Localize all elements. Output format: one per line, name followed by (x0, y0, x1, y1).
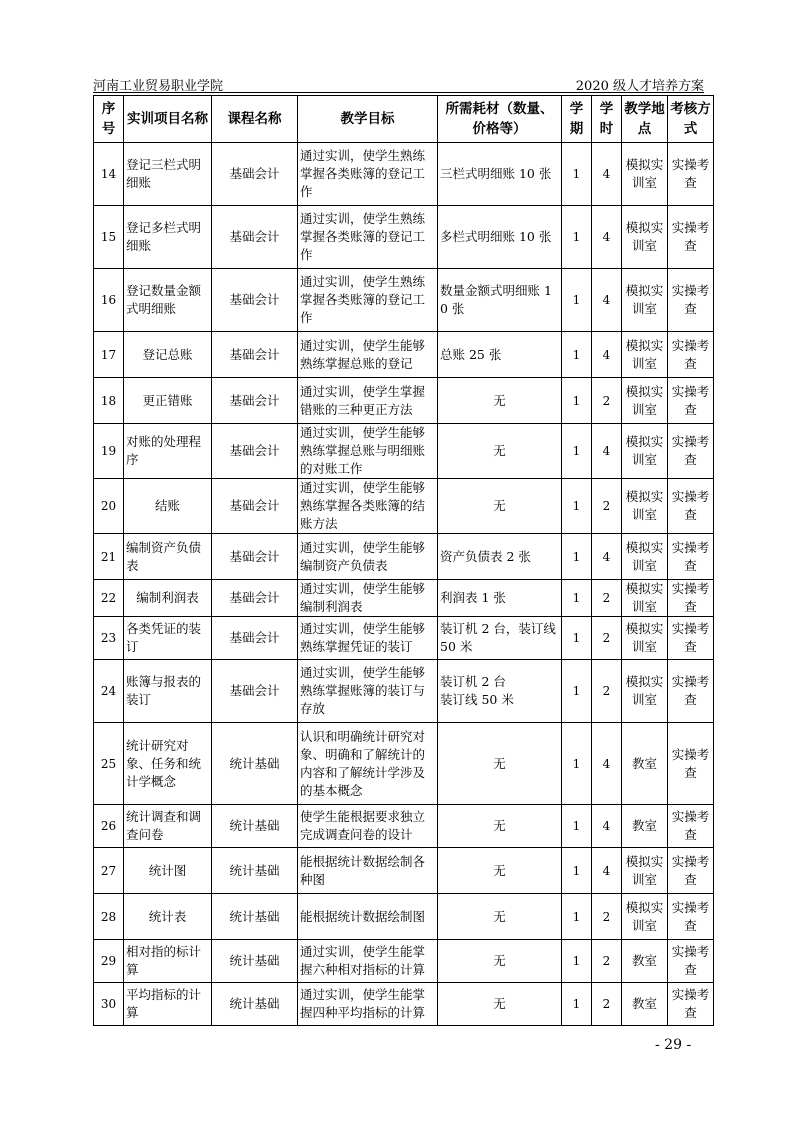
cell-seq: 17 (94, 332, 124, 378)
cell-place: 模拟实训室 (622, 332, 668, 378)
cell-hours: 4 (592, 848, 622, 894)
header-rule (93, 92, 704, 93)
table-row (94, 479, 714, 534)
cell-materials: 多栏式明细账 10 张 (438, 206, 562, 269)
cell-place: 模拟实训室 (622, 534, 668, 580)
cell-goal: 能根据统计数据绘制图 (298, 894, 438, 940)
table-row (94, 723, 714, 805)
cell-exam: 实操考查 (668, 143, 714, 206)
cell-term: 1 (562, 983, 592, 1026)
cell-seq: 23 (94, 617, 124, 660)
cell-exam: 实操考查 (668, 940, 714, 983)
cell-goal: 通过实训，使学生能够熟练掌握各类账簿的结账方法 (298, 479, 438, 534)
cell-place: 模拟实训室 (622, 378, 668, 424)
cell-term: 1 (562, 534, 592, 580)
cell-goal: 通过实训，使学生能够编制资产负债表 (298, 534, 438, 580)
cell-goal: 认识和明确统计研究对象、明确和了解统计的内容和了解统计学涉及的基本概念 (298, 723, 438, 805)
cell-term: 1 (562, 206, 592, 269)
cell-goal: 通过实训，使学生能掌握六种相对指标的计算 (298, 940, 438, 983)
cell-term: 1 (562, 424, 592, 479)
cell-hours: 4 (592, 332, 622, 378)
cell-course: 基础会计 (212, 269, 298, 332)
cell-materials: 利润表 1 张 (438, 580, 562, 617)
cell-hours: 4 (592, 805, 622, 848)
cell-materials: 数量金额式明细账 10 张 (438, 269, 562, 332)
cell-term: 1 (562, 660, 592, 723)
cell-goal: 通过实训，使学生熟练掌握各类账簿的登记工作 (298, 269, 438, 332)
table-body (94, 143, 714, 1026)
cell-place: 模拟实训室 (622, 269, 668, 332)
cell-course: 统计基础 (212, 894, 298, 940)
cell-exam: 实操考查 (668, 617, 714, 660)
cell-exam: 实操考查 (668, 479, 714, 534)
header-materials: 所需耗材（数量、价格等） (438, 96, 562, 143)
cell-term: 1 (562, 940, 592, 983)
table-row (94, 894, 714, 940)
cell-goal: 通过实训，使学生能够熟练掌握账簿的装订与存放 (298, 660, 438, 723)
cell-hours: 2 (592, 479, 622, 534)
cell-hours: 4 (592, 143, 622, 206)
cell-materials: 无 (438, 378, 562, 424)
cell-seq: 22 (94, 580, 124, 617)
cell-seq: 26 (94, 805, 124, 848)
cell-place: 模拟实训室 (622, 580, 668, 617)
cell-place: 模拟实训室 (622, 660, 668, 723)
cell-seq: 28 (94, 894, 124, 940)
cell-project: 编制资产负债表 (124, 534, 212, 580)
cell-materials: 无 (438, 940, 562, 983)
cell-goal: 通过实训，使学生熟练掌握各类账簿的登记工作 (298, 143, 438, 206)
cell-place: 模拟实训室 (622, 143, 668, 206)
cell-materials: 总账 25 张 (438, 332, 562, 378)
cell-hours: 2 (592, 580, 622, 617)
cell-hours: 4 (592, 424, 622, 479)
cell-materials: 无 (438, 983, 562, 1026)
table-header-row (94, 96, 714, 143)
cell-project: 更正错账 (124, 378, 212, 424)
table-row (94, 378, 714, 424)
cell-project: 登记总账 (124, 332, 212, 378)
cell-seq: 25 (94, 723, 124, 805)
table-row (94, 424, 714, 479)
cell-project: 登记三栏式明细账 (124, 143, 212, 206)
cell-hours: 4 (592, 206, 622, 269)
cell-seq: 14 (94, 143, 124, 206)
cell-project: 登记多栏式明细账 (124, 206, 212, 269)
cell-course: 基础会计 (212, 580, 298, 617)
cell-hours: 2 (592, 894, 622, 940)
cell-seq: 21 (94, 534, 124, 580)
cell-seq: 16 (94, 269, 124, 332)
cell-project: 统计研究对象、任务和统计学概念 (124, 723, 212, 805)
cell-course: 统计基础 (212, 983, 298, 1026)
table-row (94, 940, 714, 983)
cell-place: 教室 (622, 805, 668, 848)
cell-place: 模拟实训室 (622, 848, 668, 894)
cell-project: 统计表 (124, 894, 212, 940)
cell-seq: 29 (94, 940, 124, 983)
table-row (94, 848, 714, 894)
cell-place: 教室 (622, 723, 668, 805)
cell-seq: 18 (94, 378, 124, 424)
cell-term: 1 (562, 617, 592, 660)
cell-materials: 无 (438, 479, 562, 534)
cell-course: 基础会计 (212, 424, 298, 479)
cell-project: 对账的处理程序 (124, 424, 212, 479)
table-row (94, 269, 714, 332)
cell-hours: 2 (592, 660, 622, 723)
page-number: - 29 - (655, 1037, 692, 1053)
cell-exam: 实操考查 (668, 580, 714, 617)
header-course: 课程名称 (212, 96, 298, 143)
cell-seq: 19 (94, 424, 124, 479)
cell-term: 1 (562, 378, 592, 424)
cell-hours: 4 (592, 269, 622, 332)
cell-term: 1 (562, 479, 592, 534)
cell-seq: 15 (94, 206, 124, 269)
cell-course: 基础会计 (212, 206, 298, 269)
training-table (93, 95, 714, 1026)
cell-hours: 2 (592, 617, 622, 660)
table-row (94, 580, 714, 617)
cell-course: 基础会计 (212, 660, 298, 723)
cell-exam: 实操考查 (668, 206, 714, 269)
cell-goal: 通过实训，使学生能够熟练掌握总账与明细账的对账工作 (298, 424, 438, 479)
header-exam: 考核方式 (668, 96, 714, 143)
cell-exam: 实操考查 (668, 378, 714, 424)
cell-project: 账簿与报表的装订 (124, 660, 212, 723)
cell-materials: 装订机 2 台 装订线 50 米 (438, 660, 562, 723)
cell-exam: 实操考查 (668, 269, 714, 332)
cell-goal: 使学生能根据要求独立完成调查问卷的设计 (298, 805, 438, 848)
cell-place: 模拟实训室 (622, 617, 668, 660)
cell-seq: 30 (94, 983, 124, 1026)
header-hours: 学时 (592, 96, 622, 143)
cell-project: 登记数量金额式明细账 (124, 269, 212, 332)
cell-materials: 无 (438, 894, 562, 940)
cell-goal: 能根据统计数据绘制各种图 (298, 848, 438, 894)
cell-hours: 2 (592, 378, 622, 424)
cell-exam: 实操考查 (668, 660, 714, 723)
school-name: 河南工业贸易职业学院 (93, 79, 224, 94)
cell-course: 基础会计 (212, 143, 298, 206)
cell-course: 基础会计 (212, 534, 298, 580)
cell-goal: 通过实训，使学生能够熟练掌握总账的登记 (298, 332, 438, 378)
header-term: 学期 (562, 96, 592, 143)
cell-materials: 无 (438, 848, 562, 894)
cell-course: 基础会计 (212, 332, 298, 378)
cell-term: 1 (562, 269, 592, 332)
table-row (94, 983, 714, 1026)
table-row (94, 805, 714, 848)
cell-course: 基础会计 (212, 378, 298, 424)
cell-term: 1 (562, 848, 592, 894)
cell-materials: 无 (438, 723, 562, 805)
cell-project: 结账 (124, 479, 212, 534)
cell-course: 统计基础 (212, 940, 298, 983)
cell-exam: 实操考查 (668, 983, 714, 1026)
cell-course: 基础会计 (212, 479, 298, 534)
plan-title: 2020 级人才培养方案 (575, 79, 704, 94)
cell-place: 模拟实训室 (622, 424, 668, 479)
cell-term: 1 (562, 143, 592, 206)
table-row (94, 332, 714, 378)
cell-hours: 2 (592, 940, 622, 983)
cell-hours: 2 (592, 983, 622, 1026)
cell-exam: 实操考查 (668, 894, 714, 940)
cell-place: 模拟实训室 (622, 479, 668, 534)
header-project: 实训项目名称 (124, 96, 212, 143)
cell-materials: 三栏式明细账 10 张 (438, 143, 562, 206)
cell-goal: 通过实训，使学生能掌握四种平均指标的计算 (298, 983, 438, 1026)
cell-course: 基础会计 (212, 617, 298, 660)
cell-term: 1 (562, 580, 592, 617)
cell-project: 平均指标的计算 (124, 983, 212, 1026)
cell-exam: 实操考查 (668, 805, 714, 848)
cell-term: 1 (562, 332, 592, 378)
table-row (94, 143, 714, 206)
cell-seq: 24 (94, 660, 124, 723)
cell-project: 各类凭证的装订 (124, 617, 212, 660)
cell-hours: 4 (592, 534, 622, 580)
cell-project: 统计调查和调查问卷 (124, 805, 212, 848)
cell-project: 相对指的标计算 (124, 940, 212, 983)
header-seq: 序号 (94, 96, 124, 143)
cell-project: 统计图 (124, 848, 212, 894)
cell-goal: 通过实训，使学生能够熟练掌握凭证的装订 (298, 617, 438, 660)
cell-goal: 通过实训，使学生能够编制利润表 (298, 580, 438, 617)
table-row (94, 617, 714, 660)
cell-goal: 通过实训，使学生熟练掌握各类账簿的登记工作 (298, 206, 438, 269)
cell-course: 统计基础 (212, 848, 298, 894)
cell-exam: 实操考查 (668, 848, 714, 894)
header-goal: 教学目标 (298, 96, 438, 143)
cell-place: 教室 (622, 983, 668, 1026)
cell-seq: 20 (94, 479, 124, 534)
cell-goal: 通过实训，使学生掌握错账的三种更正方法 (298, 378, 438, 424)
cell-seq: 27 (94, 848, 124, 894)
table-row (94, 534, 714, 580)
cell-place: 模拟实训室 (622, 206, 668, 269)
cell-materials: 装订机 2 台，装订线 50 米 (438, 617, 562, 660)
cell-term: 1 (562, 894, 592, 940)
cell-hours: 4 (592, 723, 622, 805)
cell-materials: 资产负债表 2 张 (438, 534, 562, 580)
cell-materials: 无 (438, 424, 562, 479)
cell-exam: 实操考查 (668, 332, 714, 378)
header-place: 教学地点 (622, 96, 668, 143)
cell-place: 模拟实训室 (622, 894, 668, 940)
page-header (93, 73, 704, 93)
cell-term: 1 (562, 805, 592, 848)
cell-exam: 实操考查 (668, 424, 714, 479)
cell-course: 统计基础 (212, 723, 298, 805)
cell-exam: 实操考查 (668, 723, 714, 805)
cell-exam: 实操考查 (668, 534, 714, 580)
cell-place: 教室 (622, 940, 668, 983)
cell-course: 统计基础 (212, 805, 298, 848)
table-row (94, 660, 714, 723)
table-row (94, 206, 714, 269)
cell-term: 1 (562, 723, 592, 805)
cell-materials: 无 (438, 805, 562, 848)
cell-project: 编制利润表 (124, 580, 212, 617)
